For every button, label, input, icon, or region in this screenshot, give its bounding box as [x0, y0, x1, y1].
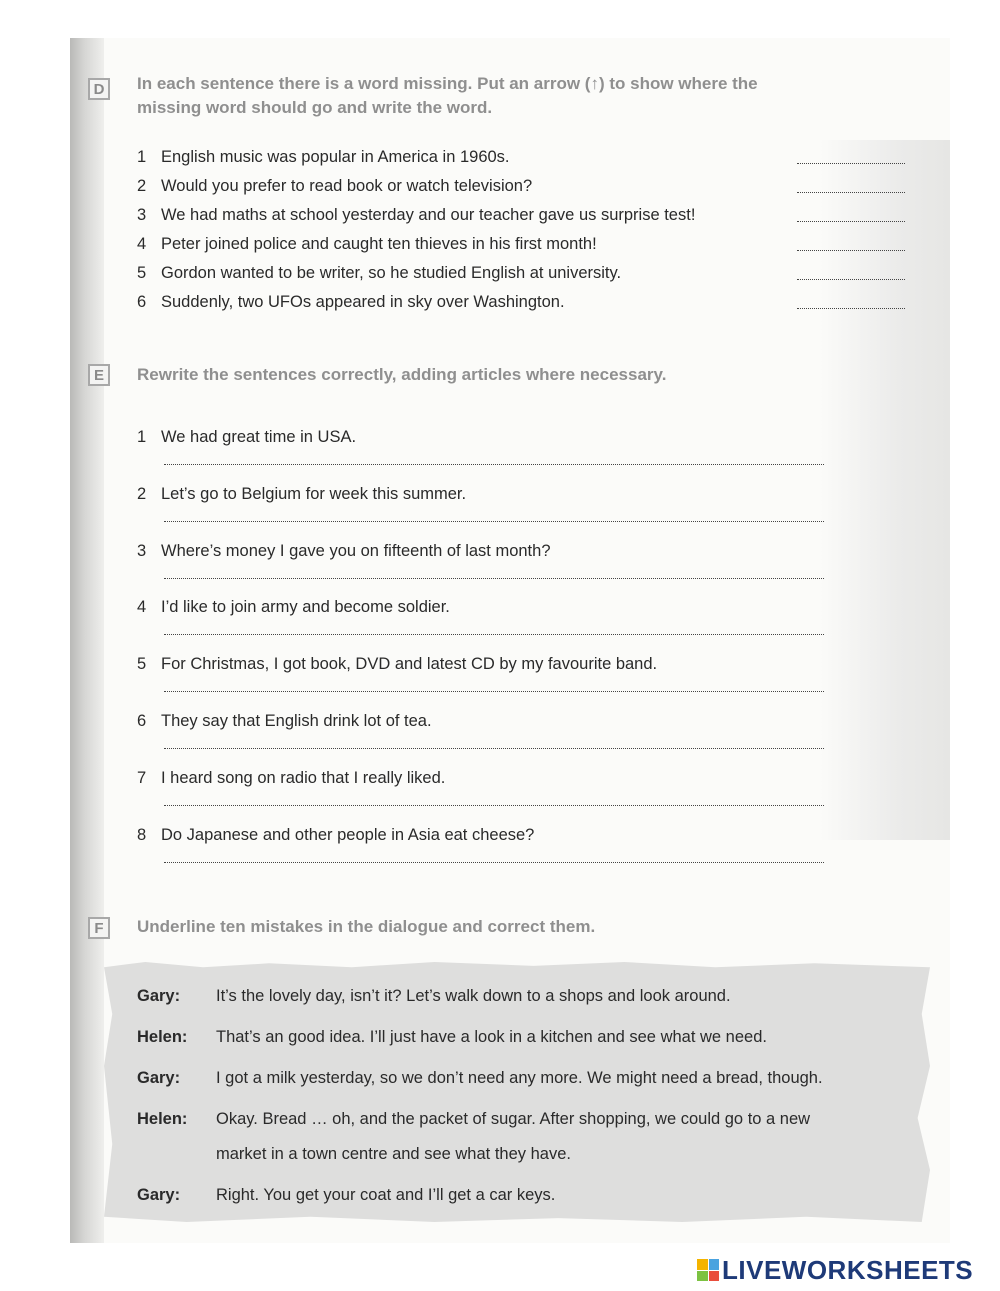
section-e-item — [137, 712, 432, 731]
section-e-label: E — [88, 364, 110, 386]
section-e-item — [137, 655, 657, 674]
answer-line[interactable] — [164, 578, 824, 579]
answer-blank[interactable] — [797, 163, 905, 164]
dialogue-line[interactable]: I got a milk yesterday, so we don’t need any more. We might need a bread, though. — [216, 1069, 823, 1087]
section-d-instruction-line2: missing word should go and write the word. — [137, 98, 493, 117]
item-text: I heard song on radio that I really liked. — [161, 769, 446, 787]
answer-line[interactable] — [164, 691, 824, 692]
section-e-item — [137, 542, 551, 561]
dialogue-line[interactable]: market in a town centre and see what they have. — [216, 1145, 571, 1163]
section-d-item — [137, 235, 597, 254]
section-d-instruction — [137, 72, 897, 120]
item-text: Do Japanese and other people in Asia eat cheese? — [161, 826, 535, 844]
dialogue-line[interactable]: Okay. Bread … oh, and the packet of sugar. After shopping, we could go to a new — [216, 1110, 811, 1128]
section-e-item — [137, 826, 534, 845]
section-f-instruction: Underline ten mistakes in the dialogue and correct them. — [137, 917, 596, 936]
section-d-instruction-line1: In each sentence there is a word missing. Put an arrow (↑) to show where the — [137, 74, 758, 93]
dialogue-line[interactable]: It’s the lovely day, isn’t it? Let’s walk down to a shops and look around. — [216, 987, 731, 1005]
item-text: Suddenly, two UFOs appeared in sky over Washington. — [161, 293, 565, 311]
dialogue-speaker: Helen: — [137, 1110, 188, 1128]
item-number: 2 — [137, 485, 147, 503]
item-text: Peter joined police and caught ten thieves in his first month! — [161, 235, 597, 253]
dialogue-speaker: Gary: — [137, 1069, 181, 1087]
item-text: Would you prefer to read book or watch television? — [161, 177, 533, 195]
item-number: 8 — [137, 826, 147, 844]
section-f-label: F — [88, 917, 110, 939]
answer-blank[interactable] — [797, 308, 905, 309]
item-text: Where’s money I gave you on fifteenth of last month? — [161, 542, 551, 560]
answer-blank[interactable] — [797, 279, 905, 280]
item-number: 4 — [137, 598, 147, 616]
answer-line[interactable] — [164, 748, 824, 749]
item-text: They say that English drink lot of tea. — [161, 712, 432, 730]
item-number: 4 — [137, 235, 147, 253]
item-number: 5 — [137, 264, 147, 282]
section-e-instruction: Rewrite the sentences correctly, adding articles where necessary. — [137, 365, 667, 384]
page-binding-shadow — [70, 38, 104, 1243]
dialogue-speaker: Helen: — [137, 1028, 188, 1046]
section-e-item — [137, 769, 445, 788]
item-number: 2 — [137, 177, 147, 195]
liveworksheets-mark-icon — [697, 1259, 719, 1281]
item-number: 6 — [137, 712, 147, 730]
dialogue-speaker: Gary: — [137, 1186, 181, 1204]
answer-blank[interactable] — [797, 192, 905, 193]
dialogue-speaker: Gary: — [137, 987, 181, 1005]
item-number: 5 — [137, 655, 147, 673]
section-d-item — [137, 206, 695, 225]
item-text: We had maths at school yesterday and our teacher gave us surprise test! — [161, 206, 696, 224]
item-number: 1 — [137, 148, 147, 166]
section-d-item — [137, 293, 565, 312]
item-text: For Christmas, I got book, DVD and latest CD by my favourite band. — [161, 655, 658, 673]
item-text: Gordon wanted to be writer, so he studied English at university. — [161, 264, 622, 282]
item-number: 1 — [137, 428, 147, 446]
answer-line[interactable] — [164, 862, 824, 863]
item-text: We had great time in USA. — [161, 428, 357, 446]
section-d-item — [137, 148, 510, 167]
bleed-through-shadow — [820, 140, 950, 840]
answer-line[interactable] — [164, 464, 824, 465]
section-d-item — [137, 264, 621, 283]
answer-blank[interactable] — [797, 221, 905, 222]
section-d-label: D — [88, 78, 110, 100]
item-number: 6 — [137, 293, 147, 311]
item-number: 3 — [137, 542, 147, 560]
item-text: Let’s go to Belgium for week this summer. — [161, 485, 467, 503]
item-number: 7 — [137, 769, 147, 787]
dialogue-line[interactable]: Right. You get your coat and I’ll get a car keys. — [216, 1186, 556, 1204]
liveworksheets-logo[interactable] — [697, 1257, 973, 1283]
section-e-item — [137, 485, 466, 504]
answer-line[interactable] — [164, 805, 824, 806]
item-text: I’d like to join army and become soldier. — [161, 598, 450, 616]
logo-text: LIVEWORKSHEETS — [722, 1255, 974, 1285]
dialogue-line[interactable]: That’s an good idea. I’ll just have a look in a kitchen and see what we need. — [216, 1028, 767, 1046]
answer-line[interactable] — [164, 521, 824, 522]
answer-blank[interactable] — [797, 250, 905, 251]
answer-line[interactable] — [164, 634, 824, 635]
section-d-item — [137, 177, 532, 196]
item-text: English music was popular in America in 1960s. — [161, 148, 510, 166]
item-number: 3 — [137, 206, 147, 224]
section-e-item — [137, 428, 356, 447]
section-e-item — [137, 598, 450, 617]
